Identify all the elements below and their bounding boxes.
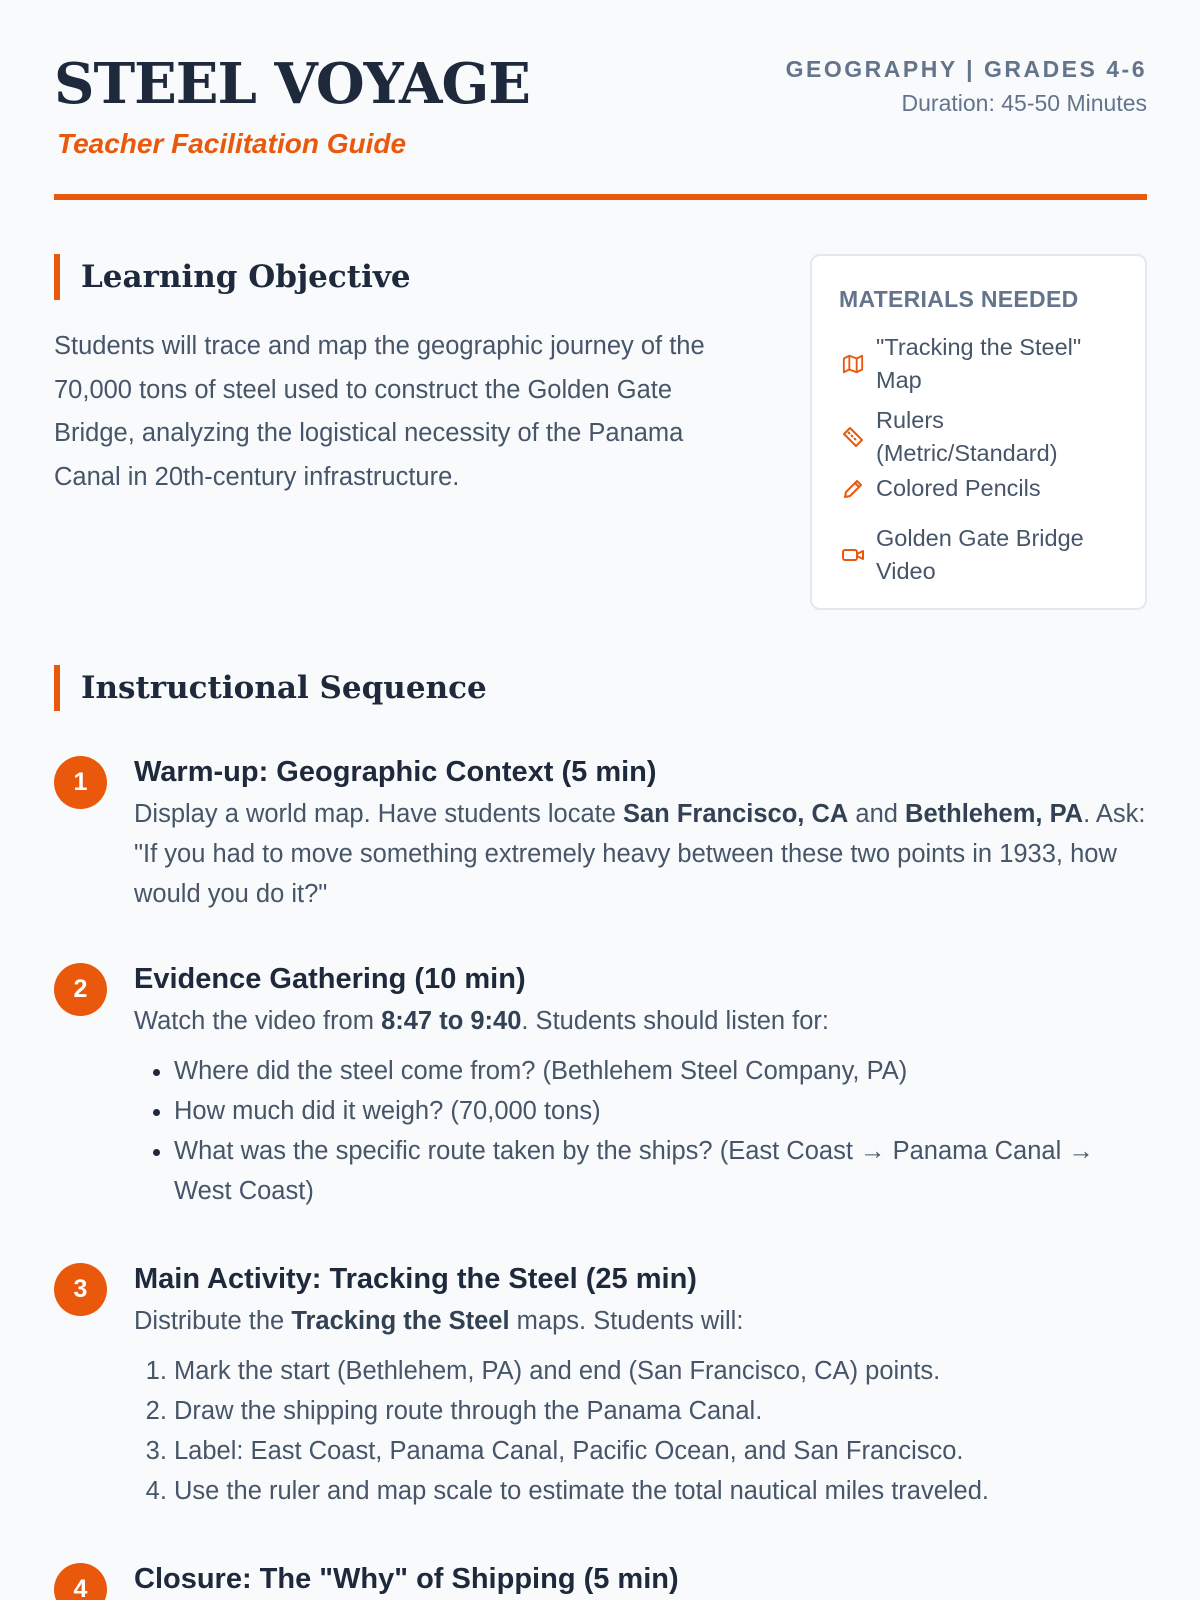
list-item: 4. Use the ruler and map scale to estimate the total nautical miles traveled. xyxy=(174,1471,1147,1511)
step-text: Distribute the Tracking the Steel maps. Students will: xyxy=(134,1307,744,1335)
subject-grade-label: GEOGRAPHY | GRADES 4-6 xyxy=(785,56,1147,82)
objective-heading: Learning Objective xyxy=(54,254,411,300)
materials-title: MATERIALS NEEDED xyxy=(839,286,1079,312)
material-label: Rulers (Metric/Standard) xyxy=(876,407,1058,466)
list-item: 2. Draw the shipping route through the Panama Canal. xyxy=(174,1391,1147,1431)
ruler-icon xyxy=(838,425,868,449)
step-text: Display a world map. Have students locate San Francisco, CA and Bethlehem, PA. Ask: "If you had to move something extremely heavy between these two points in 1933, how would you do it?" xyxy=(134,800,1146,908)
material-item-pencils xyxy=(838,472,1128,505)
video-icon xyxy=(838,544,868,566)
page-title: STEEL VOYAGE xyxy=(54,51,530,117)
step-numbered-list xyxy=(134,1351,1147,1511)
material-label: Golden Gate Bridge Video xyxy=(876,525,1084,584)
step-number: 3 xyxy=(54,1263,107,1316)
list-item: 3. Label: East Coast, Panama Canal, Pacific Ocean, and San Francisco. xyxy=(174,1431,1147,1471)
step-text: Watch the video from 8:47 to 9:40. Students should listen for: xyxy=(134,1007,829,1035)
step-number: 2 xyxy=(54,963,107,1016)
list-item: • Where did the steel come from? (Bethlehem Steel Company, PA) xyxy=(174,1051,1147,1091)
duration-label: Duration: 45-50 Minutes xyxy=(901,90,1147,116)
list-item: • What was the specific route taken by the ships? (East Coast → Panama Canal → West Coast) xyxy=(174,1131,1147,1211)
materials-box xyxy=(810,254,1147,610)
step-number: 4 xyxy=(54,1563,107,1600)
material-item-video xyxy=(838,522,1128,588)
material-label: Colored Pencils xyxy=(876,475,1041,501)
map-icon xyxy=(838,353,868,375)
list-item: 1. Mark the start (Bethlehem, PA) and end (San Francisco, CA) points. xyxy=(174,1351,1147,1391)
material-label: "Tracking the Steel" Map xyxy=(876,334,1082,393)
header xyxy=(54,52,1147,200)
step-title: Evidence Gathering (10 min) xyxy=(134,963,526,995)
step-title: Main Activity: Tracking the Steel (25 min) xyxy=(134,1263,697,1295)
sequence-heading: Instructional Sequence xyxy=(54,665,487,711)
material-item-rulers xyxy=(838,404,1128,470)
step-title: Closure: The "Why" of Shipping (5 min) xyxy=(134,1563,679,1595)
step-title: Warm-up: Geographic Context (5 min) xyxy=(134,756,657,788)
pencil-icon xyxy=(838,477,868,501)
header-divider xyxy=(54,194,1147,200)
objective-text: Students will trace and map the geographic journey of the 70,000 tons of steel used to construct the Golden Gate Bridge, analyzing the logistical necessity of the Panama Canal in 20th-century infrastructure. xyxy=(54,332,705,491)
step-number: 1 xyxy=(54,756,107,809)
step-bullet-list xyxy=(134,1051,1147,1211)
page-subtitle: Teacher Facilitation Guide xyxy=(57,128,407,159)
lesson-guide-page xyxy=(54,0,1147,1600)
list-item: • How much did it weigh? (70,000 tons) xyxy=(174,1091,1147,1131)
material-item-map xyxy=(838,331,1128,397)
